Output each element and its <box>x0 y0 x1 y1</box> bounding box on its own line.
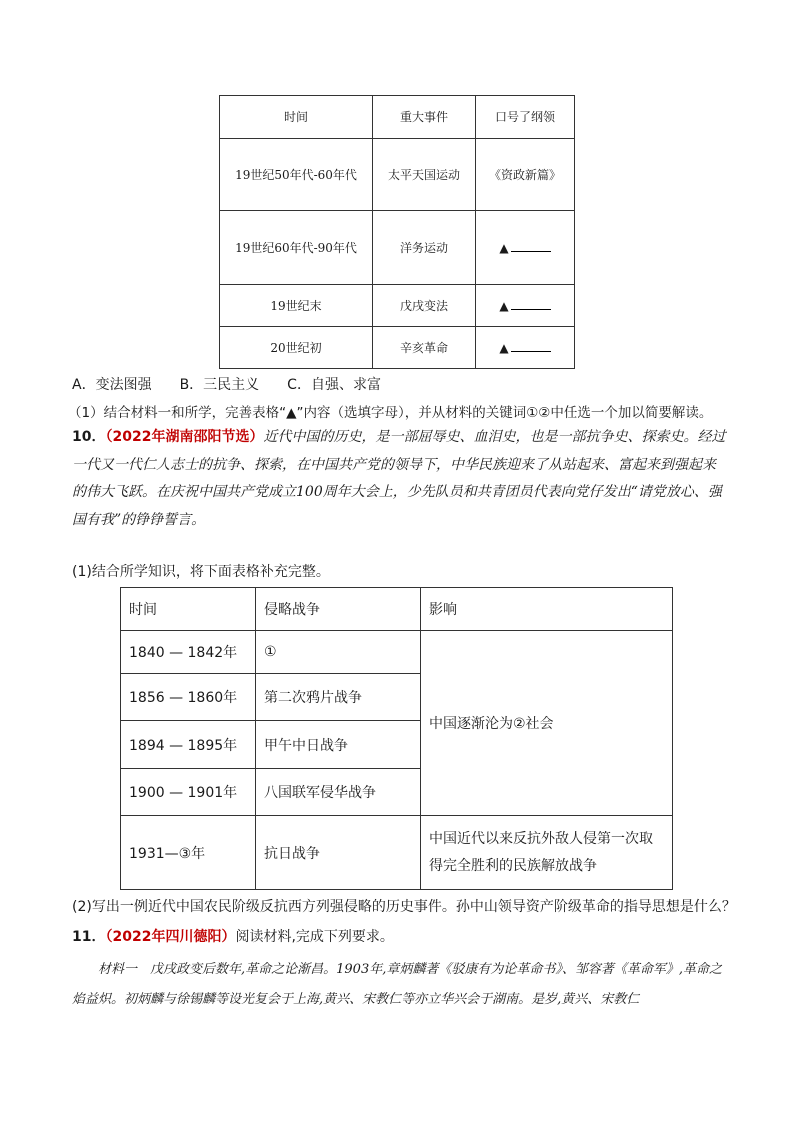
t1-header-event: 重大事件 <box>373 96 476 139</box>
question-text: 阅读材料,完成下列要求。 <box>235 929 394 945</box>
table-row <box>121 816 673 890</box>
t2-cell-war: 八国联军侵华战争 <box>256 769 421 816</box>
table-row <box>220 211 575 285</box>
t1-cell-event: 辛亥革命 <box>373 327 476 369</box>
t2-cell-time: 1840 — 1842年 <box>121 631 256 674</box>
table-invasion-wars <box>120 587 673 890</box>
t1-cell-slogan: 《资政新篇》 <box>476 139 575 211</box>
t2-cell-war: 抗日战争 <box>256 816 421 890</box>
question-9-part-1: （1）结合材料一和所学，完善表格“▲”内容（选填字母），并从材料的关键词①②中任选一个加以简要解读。 <box>68 405 713 421</box>
question-number: 11． <box>72 929 106 945</box>
answer-marker: ▲ <box>499 340 509 355</box>
material-1: 材料一 戊戌政变后数年,革命之论渐昌。1903年,章炳麟著《驳康有为论革命书》、邹容著《革命军》,革命之焰益炽。初炳麟与徐锡麟等设光复会于上海,黄兴、宋教仁等亦立华兴会于湖南。是岁,黄兴、宋教仁 <box>72 962 722 1007</box>
question-11 <box>72 925 752 950</box>
t2-cell-time: 1856 — 1860年 <box>121 674 256 721</box>
table-row <box>121 631 673 674</box>
t2-cell-war: 甲午中日战争 <box>256 721 421 769</box>
question-10-part-2: (2)写出一例近代中国农民阶级反抗西方列强侵略的历史事件。孙中山领导资产阶级革命的指导思想是什么？ <box>72 899 736 915</box>
t2-cell-impact: 中国近代以来反抗外敌人侵第一次取得完全胜利的民族解放战争 <box>421 816 673 890</box>
table-row <box>220 327 575 369</box>
t1-cell-time: 20世纪初 <box>220 327 373 369</box>
t2-cell-time: 1900 — 1901年 <box>121 769 256 816</box>
t2-cell-time: 1894 — 1895年 <box>121 721 256 769</box>
table-reform-movements <box>219 95 575 369</box>
t1-cell-slogan <box>476 211 575 285</box>
answer-blank[interactable] <box>511 237 551 252</box>
t2-header-time: 时间 <box>121 588 256 631</box>
answer-blank[interactable] <box>511 337 551 352</box>
t1-cell-time: 19世纪60年代-90年代 <box>220 211 373 285</box>
t1-header-time: 时间 <box>220 96 373 139</box>
question-10-part-1: (1)结合所学知识，将下面表格补充完整。 <box>72 564 330 580</box>
t2-cell-time: 1931—③年 <box>121 816 256 890</box>
question-source: （2022年湖南邵阳节选） <box>105 429 264 445</box>
t2-header-war: 侵略战争 <box>256 588 421 631</box>
question-10 <box>72 424 728 534</box>
answer-marker: ▲ <box>499 298 509 313</box>
table-row <box>220 139 575 211</box>
answer-marker: ▲ <box>499 240 509 255</box>
t2-cell-war: ① <box>256 631 421 674</box>
t1-cell-event: 洋务运动 <box>373 211 476 285</box>
t1-header-slogan: 口号了纲领 <box>476 96 575 139</box>
t2-cell-war: 第二次鸦片战争 <box>256 674 421 721</box>
t1-cell-time: 19世纪50年代-60年代 <box>220 139 373 211</box>
t1-cell-event: 戊戌变法 <box>373 285 476 327</box>
t1-cell-slogan <box>476 327 575 369</box>
t2-cell-impact-merged: 中国逐渐沦为②社会 <box>421 631 673 816</box>
answer-blank[interactable] <box>511 295 551 310</box>
question-number: 10． <box>72 429 106 445</box>
answer-options: A．变法图强 B．三民主义 C．自强、求富 <box>72 377 381 393</box>
table-row <box>220 285 575 327</box>
t1-cell-event: 太平天国运动 <box>373 139 476 211</box>
question-source: （2022年四川德阳） <box>105 929 236 945</box>
t1-cell-slogan <box>476 285 575 327</box>
t1-cell-time: 19世纪末 <box>220 285 373 327</box>
question-text: 近代中国的历史，是一部屈辱史、血泪史，也是一部抗争史、探索史。经过一代又一代仁人志士的抗争、探索，在中国共产党的领导下，中华民族迎来了从站起来、富起来到强起来的伟大飞跃。在庆祝中国共产党成立100周年大会上，少先队员和共青团员代表向党仔发出“请党放心、强国有我”的铮铮誓言。 <box>72 429 726 528</box>
t2-header-impact: 影响 <box>421 588 673 631</box>
